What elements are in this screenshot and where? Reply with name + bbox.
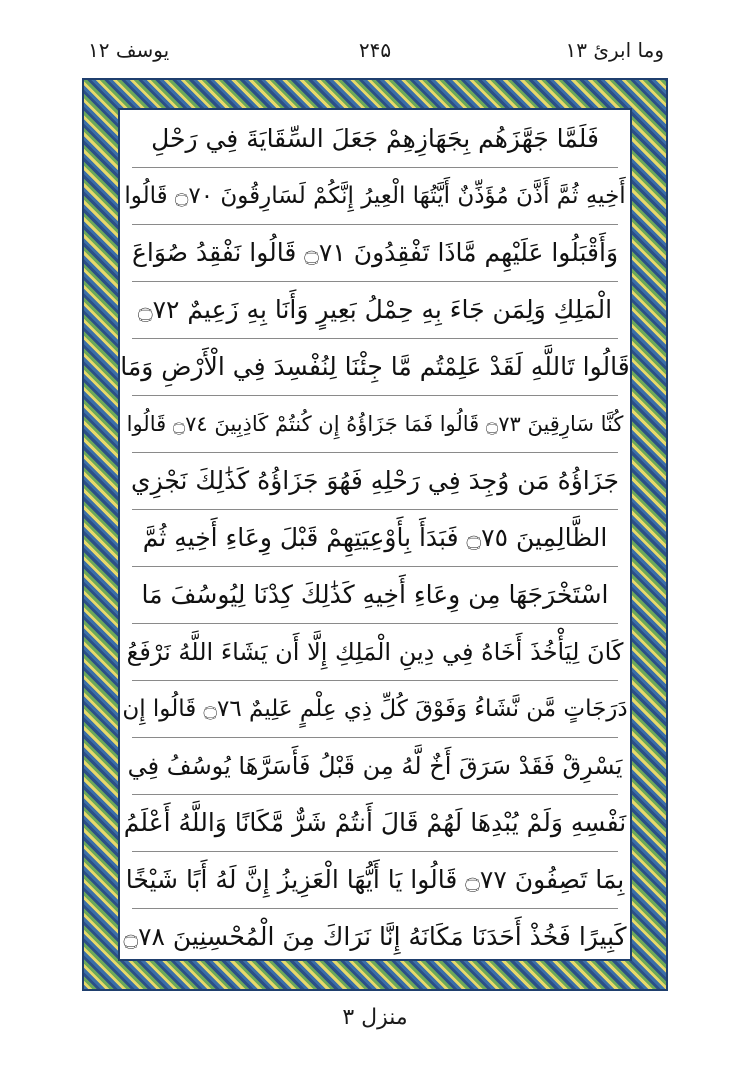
- verse-line: كُنَّا سَارِقِينَ ۝٧٣ قَالُوا فَمَا جَزَاؤُهُ إِن كُنتُمْ كَاذِبِينَ ۝٧٤ قَالُوا: [126, 411, 624, 436]
- verse-line: وَأَقْبَلُوا عَلَيْهِم مَّاذَا تَفْقِدُونَ ۝٧١ قَالُوا نَفْقِدُ صُوَاعَ: [132, 238, 619, 267]
- verse-line: أَخِيهِ ثُمَّ أَذَّنَ مُؤَذِّنٌ أَيَّتُهَا الْعِيرُ إِنَّكُمْ لَسَارِقُونَ ۝٧٠ قَالُوا: [124, 182, 626, 209]
- verse-line: نَفْسِهِ وَلَمْ يُبْدِهَا لَهُمْ قَالَ أَنتُمْ شَرٌّ مَّكَانًا وَاللَّهُ أَعْلَمُ: [123, 808, 627, 837]
- surah-name-header: یوسف ۱۲: [88, 38, 170, 62]
- verse-line: كَبِيرًا فَخُذْ أَحَدَنَا مَكَانَهُ إِنَّا نَرَاكَ مِنَ الْمُحْسِنِينَ ۝٧٨: [123, 922, 627, 951]
- verse-line: يَسْرِقْ فَقَدْ سَرَقَ أَخٌ لَّهُ مِن قَبْلُ فَأَسَرَّهَا يُوسُفُ فِي: [127, 751, 623, 780]
- verse-lines: [120, 110, 630, 959]
- verse-line: جَزَاؤُهُ مَن وُجِدَ فِي رَحْلِهِ فَهُوَ جَزَاؤُهُ كَذَٰلِكَ نَجْزِي: [131, 466, 619, 495]
- verse-line: فَلَمَّا جَهَّزَهُم بِجَهَازِهِمْ جَعَلَ السِّقَايَةَ فِي رَحْلِ: [151, 124, 599, 153]
- verse-line: كَانَ لِيَأْخُذَ أَخَاهُ فِي دِينِ الْمَلِكِ إِلَّا أَن يَشَاءَ اللَّهُ نَرْفَعُ: [126, 637, 624, 666]
- verse-line: دَرَجَاتٍ مَّن نَّشَاءُ وَفَوْقَ كُلِّ ذِي عِلْمٍ عَلِيمٌ ۝٧٦ قَالُوا إِن: [122, 695, 628, 722]
- verse-line: قَالُوا تَاللَّهِ لَقَدْ عَلِمْتُم مَّا جِئْنَا لِنُفْسِدَ فِي الْأَرْضِ وَمَا: [120, 352, 630, 381]
- verse-line: اسْتَخْرَجَهَا مِن وِعَاءِ أَخِيهِ كَذَٰلِكَ كِدْنَا لِيُوسُفَ مَا: [141, 580, 609, 609]
- verse-line: الظَّالِمِينَ ۝٧٥ فَبَدَأَ بِأَوْعِيَتِهِمْ قَبْلَ وِعَاءِ أَخِيهِ ثُمَّ: [142, 523, 608, 552]
- page-number: ۲۴۵: [358, 38, 392, 62]
- juz-name-header: وما ابرئ ۱۳: [565, 38, 664, 62]
- ornamental-border: [82, 78, 668, 991]
- manzil-footer: منزل ۳: [342, 1005, 408, 1030]
- verse-line: الْمَلِكِ وَلِمَن جَاءَ بِهِ حِمْلُ بَعِيرٍ وَأَنَا بِهِ زَعِيمٌ ۝٧٢: [137, 295, 613, 324]
- text-panel: [118, 108, 632, 961]
- verse-line: بِمَا تَصِفُونَ ۝٧٧ قَالُوا يَا أَيُّهَا الْعَزِيزُ إِنَّ لَهُ أَبًا شَيْخًا: [125, 865, 625, 894]
